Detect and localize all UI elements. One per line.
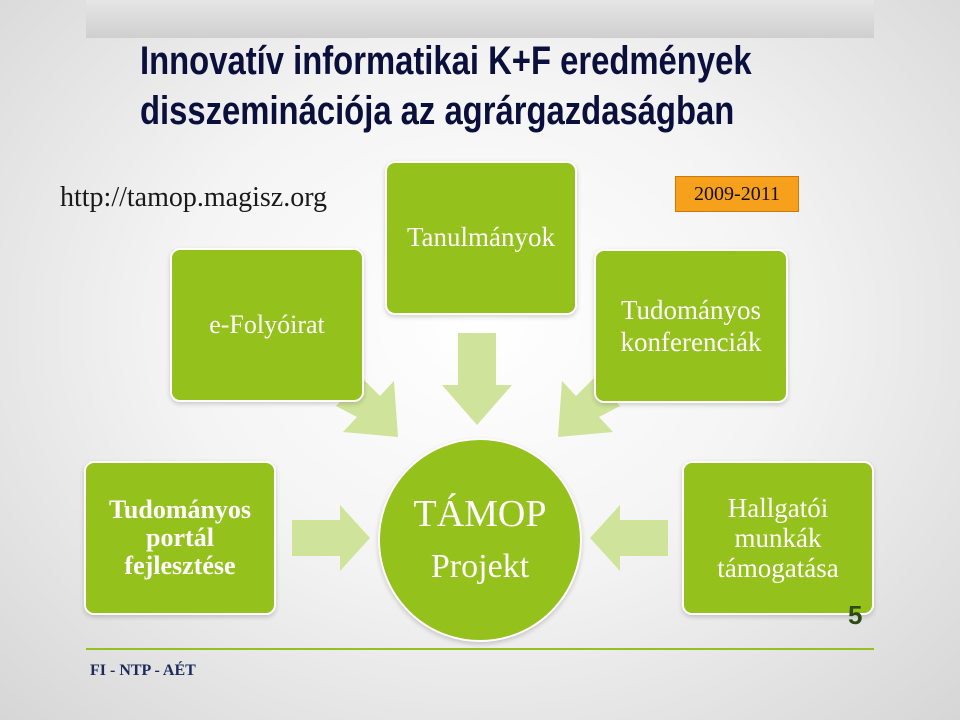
box-tanulmanyok-label: Tanulmányok [406, 222, 556, 252]
box-portal-label: Tudományos portál fejlesztése [108, 495, 252, 580]
arrow-from-right [590, 505, 668, 571]
footer-divider [86, 648, 874, 650]
box-portal [84, 461, 276, 615]
center-line-2: Projekt [430, 548, 530, 585]
arrow-top-down [442, 333, 512, 425]
footer-text: FI - NTP - AÉT [90, 662, 196, 679]
box-konferenciak-label: Tudományos konferenciák [620, 295, 762, 357]
center-circle-tamop [378, 438, 582, 642]
title-line-2: disszeminációja az agrárgazdaságban [140, 89, 735, 133]
box-tanulmanyok [385, 161, 577, 315]
years-badge: 2009-2011 [675, 176, 799, 212]
center-line-1: TÁMOP [413, 493, 547, 535]
box-efolyoirat [170, 248, 364, 402]
title-line-1: Innovatív informatikai K+F eredmények [140, 39, 752, 83]
page-number: 5 [848, 600, 863, 630]
project-url[interactable]: http://tamop.magisz.org [60, 182, 328, 213]
box-efolyoirat-label: e-Folyóirat [209, 310, 325, 339]
box-konferenciak [594, 249, 788, 403]
arrow-from-left [292, 505, 370, 571]
box-hallgatoi [682, 461, 874, 615]
box-hallgatoi-label: Hallgatói munkák támogatása [717, 493, 839, 583]
